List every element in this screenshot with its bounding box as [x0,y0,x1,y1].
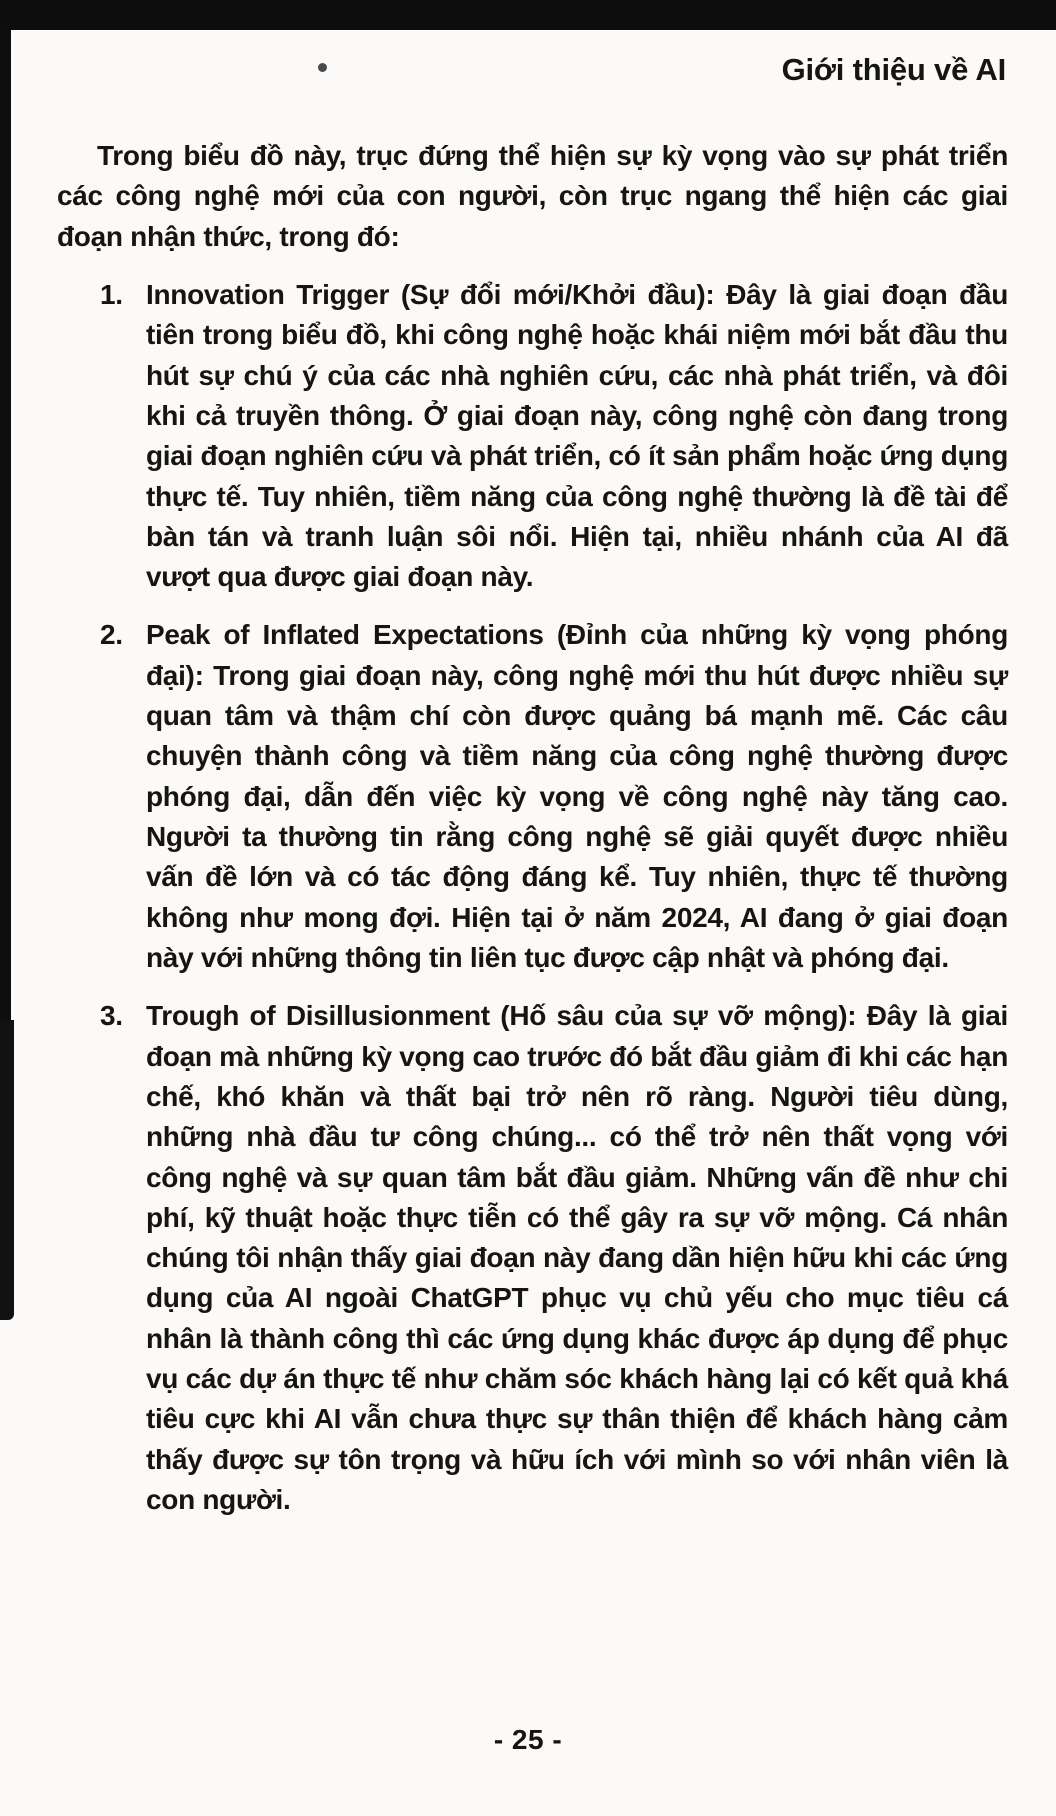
intro-paragraph: Trong biểu đồ này, trục đứng thể hiện sự kỳ vọng vào sự phát triển các công nghệ mới của con người, còn trục ngang thể hiện các giai đoạn nhận thức, trong đó: [57,140,1008,252]
numbered-list [57,275,1008,1520]
list-item-number: 2. [100,619,123,651]
page-body [57,136,1008,1520]
page-title: Giới thiệu về AI [781,52,1006,87]
list-item-text-peak-of-inflated-expectations: Peak of Inflated Expectations (Đỉnh của những kỳ vọng phóng đại): Trong giai đoạn này, công nghệ mới thu hút được nhiều sự quan tâm và thậm chí còn được quảng bá mạnh mẽ. Các câu chuyện thành công và tiềm năng của công nghệ thường được phóng đại, dẫn đến việc kỳ vọng về công nghệ này tăng cao. Người ta thường tin rằng công nghệ sẽ giải quyết được nhiều vấn đề lớn và có tác động đáng kể. Tuy nhiên, thực tế thường không như mong đợi. Hiện tại ở năm 2024, AI đang ở giai đoạn này với những thông tin liên tục được cập nhật và phóng đại. [146,619,1008,973]
page-footer [0,1724,1056,1756]
list-item-text-innovation-trigger: Innovation Trigger (Sự đổi mới/Khởi đầu): Đây là giai đoạn đầu tiên trong biểu đồ, khi công nghệ hoặc khái niệm mới bắt đầu thu hút sự chú ý của các nhà nghiên cứu, các nhà phát triển, và đôi khi cả truyền thông. Ở giai đoạn này, công nghệ còn đang trong giai đoạn nghiên cứu và phát triển, có ít sản phẩm hoặc ứng dụng thực tế. Tuy nhiên, tiềm năng của công nghệ thường là đề tài để bàn tán và tranh luận sôi nổi. Hiện tại, nhiều nhánh của AI đã vượt qua được giai đoạn này. [146,278,1008,593]
list-item [100,615,1008,978]
list-item [100,996,1008,1520]
list-item-number: 1. [100,278,123,310]
list-item-number: 3. [100,1000,123,1032]
list-item-text-trough-of-disillusionment: Trough of Disillusionment (Hố sâu của sự vỡ mộng): Đây là giai đoạn mà những kỳ vọng cao trước đó bắt đầu giảm đi khi các hạn chế, khó khăn và thất bại trở nên rõ ràng. Người tiêu dùng, những nhà đầu tư công chúng... có thể trở nên thất vọng với công nghệ và sự quan tâm bắt đầu giảm. Những vấn đề như chi phí, kỹ thuật hoặc thực tiễn có thể gây ra sự vỡ mộng. Cá nhân chúng tôi nhận thấy giai đoạn này đang dần hiện hữu khi các ứng dụng của AI ngoài ChatGPT phục vụ chủ yếu cho mục tiêu cá nhân là thành công thì các ứng dụng khác được áp dụng để phục vụ các dự án thực tế như chăm sóc khách hàng lại có kết quả khá tiêu cực khi AI vẫn chưa thực sự thân thiện để khách hàng cảm thấy được sự tôn trọng và hữu ích với mình so với nhân viên là con người. [146,1000,1008,1515]
list-item [100,275,1008,598]
page-number: - 25 - [493,1724,563,1755]
running-header [57,52,1008,88]
